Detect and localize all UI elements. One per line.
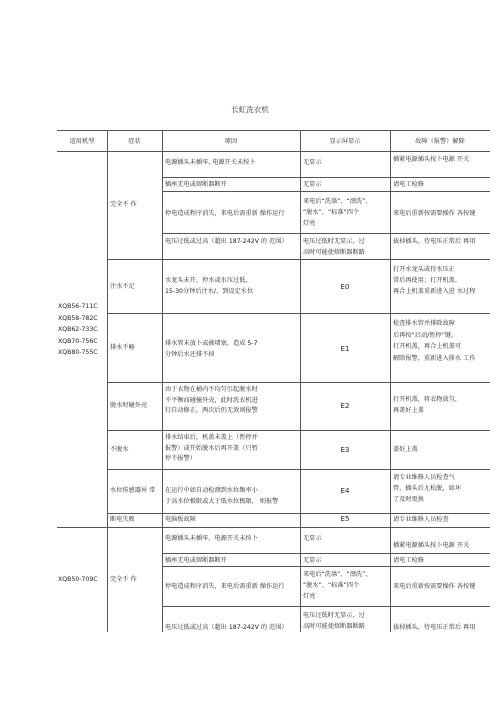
cause-cell: 电源插头未插牢，电源开关未按卜	[165, 535, 258, 542]
solution-cell: 检查排水管并排除故障 后再按“启动/暂停”键。 打开机盖，再合上机盖可 解除报警，重新进入排水 工作	[393, 320, 476, 362]
table-rule	[57, 151, 490, 152]
table-rule	[107, 313, 490, 314]
table-rule	[390, 130, 391, 632]
cause-cell: 水龙头未开，停水或水压过低， 15-30分钟后注水/、到设定水位	[165, 277, 254, 295]
solution-cell: 打开机盖，将衣物放匀, 再盖好上盖	[393, 396, 457, 414]
header-solution: 故障（报警）解除	[415, 138, 465, 145]
display-code: E4	[340, 487, 350, 495]
display-code: E0	[340, 283, 350, 291]
symptom-cell: 完全不 作	[110, 576, 137, 583]
solution-cell: 来电后重新按需要操作 各按键	[393, 583, 476, 590]
table-rule	[162, 191, 490, 192]
solution-cell: 请电工检修	[393, 181, 424, 188]
display-cell: 电压过低时无显示，过 高时可能使熔断器断路	[303, 612, 365, 630]
cause-cell: 插座无电或熔断器断开	[165, 181, 227, 188]
table-rule	[107, 382, 490, 383]
display-cell: 来电后“洗涤”、“漂洗”、 “脱水”、“标准”四个 灯亮	[303, 198, 372, 227]
header-model: 适用机型	[69, 138, 95, 145]
display-cell: 无显示	[303, 535, 322, 542]
table-rule	[162, 553, 490, 554]
cause-cell: 在运行中如自动检测到水位频率小 于高水位极限或大于低水位极限， 则报警	[165, 487, 279, 505]
solution-cell: 拔掉插头，待电压正常后 再用	[393, 238, 476, 245]
symptom-cell: 完全不 作	[110, 201, 137, 208]
cause-cell: 排水结束后，机盖未盖上（暂停并 报警）或开始脱水后再开盖（只暂 停不报警）	[165, 434, 258, 462]
table-rule	[107, 259, 490, 260]
symptom-cell: 水位传感器异 常	[110, 487, 156, 494]
solution-cell: 来电后重新按需要操作 各按键	[393, 210, 476, 217]
cause-cell: 停电造成程序消失，来电后需重新 操作运行	[165, 583, 285, 590]
table-rule	[57, 527, 490, 528]
solution-cell: 请电工检修	[393, 557, 424, 564]
table-rule	[107, 430, 490, 431]
display-code: E5	[340, 515, 350, 523]
display-cell: 电压过低时无显示，过 高时可能使熔断器断路	[303, 238, 365, 256]
cause-cell: 排水管未放卜或被堵塞，造成 5-7 分钟后水还排不掉	[165, 340, 258, 358]
display-code: E2	[340, 402, 350, 410]
cause-cell: 插座无电或熔断器断开	[165, 557, 227, 564]
cause-cell: 电压过低或过高（超出 187-242V 的 范围）	[165, 624, 288, 631]
solution-cell: 请专业维修人员检查	[393, 516, 449, 523]
table-rule	[57, 130, 490, 131]
table-rule	[162, 606, 490, 607]
solution-cell: 插紧电源插头按卜电源 开关	[393, 542, 470, 549]
symptom-cell: 脱水时碰外壳	[110, 402, 148, 409]
solution-cell: 请专业维修人员检查气 管，插头后尢松脱，如坏 了及时更换	[393, 474, 462, 503]
header-cause: 原因	[224, 138, 238, 145]
table-rule	[162, 233, 490, 234]
table-rule	[162, 177, 490, 178]
cause-cell: 电压过低或过高（超出 187-242V 的 范围）	[165, 238, 288, 245]
table-rule	[107, 130, 108, 632]
solution-cell: 打开水龙头或待水压正 常后再使用；打开机盖， 再合上机盖重新进入进 水过程	[393, 266, 476, 295]
model-group-1: XQB56-711C XQB58-782C XQB62-733C XQB70-756C XQB80-755C	[58, 303, 98, 356]
table-rule	[162, 566, 490, 567]
solution-cell: 拔掉插头，待电压正常后 再用	[393, 624, 476, 631]
solution-cell: 插紧电源插头按卜电源 开关	[393, 156, 470, 163]
table-rule	[162, 130, 163, 632]
solution-cell: 盖好上盖	[393, 446, 418, 453]
symptom-cell: 不脱水	[110, 446, 129, 453]
display-cell: 无显示	[303, 557, 322, 564]
display-cell: 无显示	[303, 159, 322, 166]
table-rule	[107, 469, 490, 470]
display-code: E1	[340, 345, 350, 353]
cause-cell: 由于衣物在桶内不均匀引起脱水时 不平衡而碰撞外壳，此时洗衣机进 行自动修正，两次后仍无效则报警	[165, 386, 258, 414]
cause-cell: 停电造成程序消失，来电后需重新 操作运行	[165, 210, 285, 217]
symptom-cell: 断电失败	[110, 516, 135, 523]
display-cell: 无显示	[303, 181, 322, 188]
table-rule	[300, 130, 301, 632]
display-code: E3	[340, 446, 350, 454]
table-rule	[107, 513, 490, 514]
document-title: 长虹洗衣机	[231, 105, 269, 114]
symptom-cell: 排水不畅	[110, 344, 135, 351]
display-cell: 来电后“洗涤”、“漂洗”、 “脱水”、“标准”四个 灯亮	[303, 571, 372, 600]
cause-cell: 电脑板故障	[165, 516, 196, 523]
header-display: 显示屏显示	[329, 138, 361, 145]
header-symptom: 症状	[128, 138, 141, 145]
symptom-cell: 注水不足	[110, 283, 135, 290]
cause-cell: 电源插头未插牢, 电源开关未按卜	[165, 159, 256, 166]
model-group-2: XQB50-709C	[58, 576, 98, 583]
